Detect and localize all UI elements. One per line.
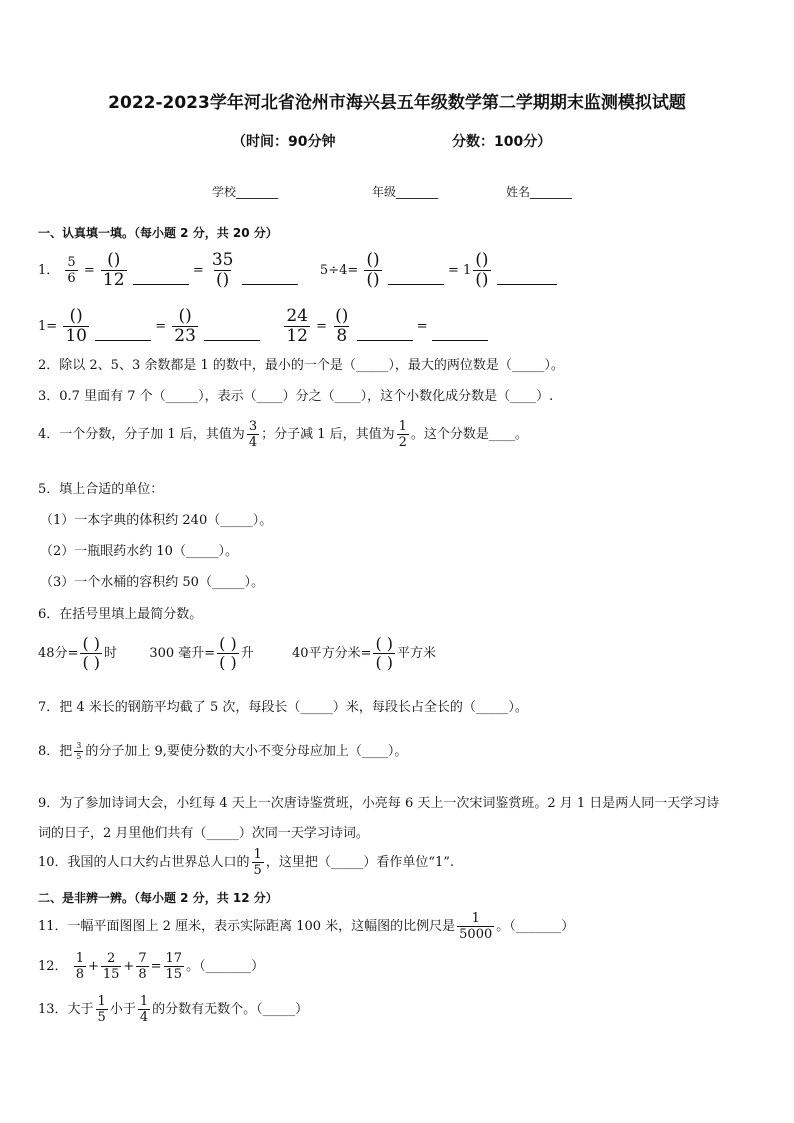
question-12	[38, 952, 264, 981]
fraction: $\frac{7}{8}$	[138, 951, 147, 982]
fraction-blank[interactable]: $\frac{( )}{( )}$	[219, 634, 237, 672]
question-text: 11．一幅平面图图上 2 厘米，表示实际距离 100 米，这幅图的比例尺是	[38, 919, 456, 934]
fraction: $\frac{()}{8}$	[335, 306, 349, 346]
question-text: 小于	[109, 1002, 136, 1017]
whole-number: 1	[462, 263, 472, 278]
question-text: ，这里把（_____）看作单位“1”.	[265, 855, 455, 870]
unit: 平方米	[397, 646, 437, 661]
fraction: $\frac{()}{()}$	[475, 250, 489, 290]
fraction: $\frac{1}{5}$	[97, 994, 106, 1025]
question-text: 。（_______）	[496, 919, 575, 934]
question-number: 1．	[38, 263, 60, 278]
unit: 时	[104, 646, 118, 661]
fraction: $\frac{35}{()}$	[211, 250, 234, 290]
answer-blank[interactable]	[357, 340, 413, 341]
question-number: 12．	[38, 959, 68, 974]
question-text: ；分子减 1 后，其值为	[261, 427, 395, 442]
question-text: 。（_______）	[186, 959, 265, 974]
question-5-head: 5．填上合适的单位：	[38, 482, 164, 497]
unit: 升	[240, 646, 254, 661]
fraction: $\frac{1}{8}$	[75, 951, 84, 982]
question-13	[38, 995, 308, 1024]
fraction-blank[interactable]: $\frac{( )}{( )}$	[375, 634, 394, 672]
fraction: $\frac{1}{5000}$	[459, 911, 493, 942]
question-text: 48分=	[38, 646, 79, 661]
question-text: 40平方分米=	[292, 646, 372, 661]
question-5-item: （2）一瓶眼药水约 10（_____）。	[40, 544, 238, 559]
question-7: 7．把 4 米长的钢筋平均截了 5 次，每段长（_____）米，每段长占全长的（_____）。	[38, 700, 528, 715]
question-8	[38, 740, 407, 761]
question-10	[38, 848, 454, 877]
name-field: 姓名_______	[506, 185, 573, 199]
score-label: 分数：100分）	[452, 134, 552, 150]
section-1-heading: 一、认真填一填。（每小题 2 分，共 20 分）	[38, 226, 278, 240]
equals: =	[316, 319, 328, 334]
grade-field: 年级_______	[372, 185, 439, 199]
question-text: 13．大于	[38, 1002, 94, 1017]
fraction: $\frac{3}{4}$	[248, 419, 258, 450]
operator: +	[123, 959, 135, 974]
question-9-line-1: 9．为了参加诗词大会，小红每 4 天上一次唐诗鉴赏班，小亮每 6 天上一次宋词鉴赏班。2 月 1 日是两人同一天学习诗	[38, 796, 720, 811]
page-title: 2022-2023学年河北省沧州市海兴县五年级数学第二学期期末监测模拟试题	[108, 93, 686, 113]
fraction: $\frac{()}{23}$	[174, 306, 196, 346]
equals: =	[416, 319, 428, 334]
answer-blank[interactable]	[133, 284, 189, 285]
question-4	[38, 420, 528, 449]
fraction: $\frac{()}{12}$	[102, 250, 125, 290]
equals: =	[83, 263, 95, 278]
question-text: 的分数有无数个。（_____）	[152, 1002, 309, 1017]
question-1-row-2	[38, 308, 488, 345]
answer-blank[interactable]	[497, 284, 557, 285]
question-text: 10．我国的人口大约占世界总人口的	[38, 855, 250, 870]
answer-blank[interactable]	[388, 284, 444, 285]
question-9-line-2: 词的日子，2 月里他们共有（_____）次同一天学习诗词。	[38, 826, 369, 841]
question-text: 。这个分数是____。	[410, 427, 528, 442]
fraction: $\frac{5}{6}$	[67, 255, 76, 286]
answer-blank[interactable]	[432, 340, 488, 341]
question-5-item: （1）一本字典的体积约 240（_____）。	[40, 513, 273, 528]
equals: =	[150, 959, 162, 974]
fraction-blank[interactable]: $\frac{( )}{( )}$	[82, 634, 101, 672]
operator: +	[87, 959, 99, 974]
question-6-items	[38, 636, 436, 671]
question-11	[38, 912, 574, 941]
equals: =	[192, 263, 204, 278]
question-text: 的分子加上 9,要使分数的大小不变分母应加上（____）。	[85, 744, 408, 759]
question-3: 3．0.7 里面有 7 个（_____），表示（____）分之（____），这个小数化成分数是（____）.	[38, 389, 554, 404]
question-text: 300 毫升=	[149, 646, 216, 661]
answer-blank[interactable]	[95, 340, 151, 341]
fraction: $\frac{1}{2}$	[398, 419, 407, 450]
question-1-row-1	[38, 252, 557, 289]
fraction: $\frac{()}{10}$	[65, 306, 87, 346]
question-text: 4．一个分数，分子加 1 后，其值为	[38, 427, 245, 442]
equals: =	[447, 263, 459, 278]
fraction: $\frac{24}{12}$	[286, 306, 308, 346]
expression: 5÷4=	[319, 263, 359, 278]
fraction: $\frac{2}{15}$	[102, 951, 120, 982]
question-text: 8．把	[38, 744, 73, 759]
fraction: $\frac{1}{4}$	[139, 994, 149, 1025]
question-5-item: （3）一个水桶的容积约 50（_____）。	[40, 575, 264, 590]
fraction: $\frac{()}{()}$	[366, 250, 380, 290]
question-2: 2．除以 2、5、3 余数都是 1 的数中，最小的一个是（_____），最大的两位数是（_____）。	[38, 358, 564, 373]
fraction: $\frac{1}{5}$	[253, 847, 262, 878]
equals: =	[155, 319, 167, 334]
answer-blank[interactable]	[242, 284, 298, 285]
question-6-head: 6．在括号里填上最简分数。	[38, 607, 203, 622]
fraction: $\frac{17}{15}$	[165, 951, 183, 982]
fraction: $\frac{3}{5}$	[76, 741, 82, 761]
expression: 1=	[38, 319, 58, 334]
section-2-heading: 二、是非辨一辨。（每小题 2 分，共 12 分）	[38, 891, 278, 905]
time-label: （时间：90分钟	[232, 134, 336, 150]
school-field: 学校_______	[212, 185, 279, 199]
answer-blank[interactable]	[204, 340, 260, 341]
